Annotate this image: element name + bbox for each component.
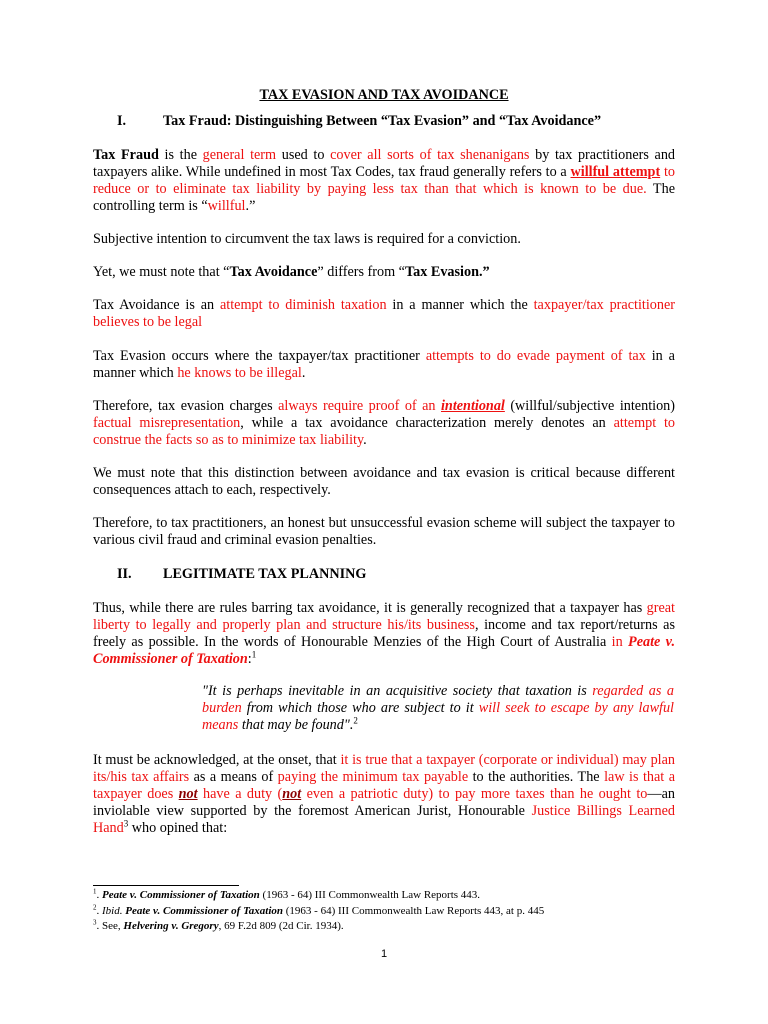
block-quote bbox=[202, 683, 674, 734]
footnote-number: 3 bbox=[93, 918, 97, 927]
paragraph-tax-avoidance bbox=[93, 297, 675, 331]
page-number: 1 bbox=[380, 948, 388, 960]
text-span: , while a tax avoidance characterization merely denotes an bbox=[240, 415, 614, 431]
highlight-span: attempt to construe the facts so as to minimize tax liability bbox=[93, 415, 676, 448]
highlight-span: intentional bbox=[440, 398, 505, 414]
section-heading-2 bbox=[117, 566, 366, 583]
text-span: See, bbox=[102, 920, 124, 932]
text-span: Yet, we must note that “ bbox=[93, 264, 230, 280]
highlight-span: taxpayer/tax practitioner believes to be legal bbox=[93, 297, 675, 330]
term-tax-evasion: Tax Evasion.” bbox=[404, 264, 490, 280]
footnote-2 bbox=[93, 905, 544, 918]
highlight-span: willful attempt bbox=[570, 164, 661, 180]
section-heading-text: Tax Fraud: Distinguishing Between “Tax Evasion” and “Tax Avoidance” bbox=[163, 113, 602, 129]
case-citation: Peate v. Commissioner of Taxation bbox=[102, 889, 260, 901]
highlight-span: to reduce or to eliminate tax liability by paying less tax than that which is known to be due. bbox=[93, 164, 675, 197]
paragraph-avoidance-differs bbox=[93, 264, 675, 281]
text-span: —an inviolable view supported by the foremost American Jurist, Honourable bbox=[93, 786, 675, 819]
case-citation: Peate v. Commissioner of Taxation bbox=[93, 634, 675, 667]
highlight-span: cover all sorts of tax shenanigans bbox=[330, 147, 530, 163]
text-span: . bbox=[96, 920, 102, 932]
text-span: It must be acknowledged, at the onset, that bbox=[93, 752, 341, 768]
text-span: Tax Avoidance is an bbox=[93, 297, 220, 313]
highlight-span: always require proof of an bbox=[278, 398, 441, 414]
highlight-span: it is true that a taxpayer (corporate or individual) may plan its/his tax affairs bbox=[93, 752, 675, 785]
text-span: : bbox=[247, 651, 252, 667]
text-span: Therefore, to tax practitioners, an honest but unsuccessful evasion scheme will subject the taxpayer to various civil fraud and criminal evasion penalties. bbox=[93, 515, 675, 548]
highlight-span: willful bbox=[207, 198, 246, 214]
highlight-span: have a duty ( bbox=[197, 786, 283, 802]
highlight-span: general term bbox=[202, 147, 277, 163]
text-span: who opined that: bbox=[128, 820, 228, 836]
footnote-3 bbox=[93, 920, 344, 933]
text-span: , income and tax report/returns as freely as possible. In the words of Honourable Menzies of the High Court of Australia bbox=[93, 617, 675, 650]
text-span: .” bbox=[245, 198, 256, 214]
highlight-span: factual misrepresentation bbox=[93, 415, 241, 431]
text-span: as a means of bbox=[189, 769, 278, 785]
text-span: (1963 - 64) III Commonwealth Law Reports 443. bbox=[259, 889, 481, 901]
highlight-span: paying the minimum tax payable bbox=[277, 769, 469, 785]
highlight-span: he knows to be illegal bbox=[177, 365, 302, 381]
paragraph-tax-fraud bbox=[93, 147, 675, 215]
term-tax-avoidance: Tax Avoidance bbox=[229, 264, 318, 280]
text-span: , 69 F.2d 809 (2d Cir. 1934). bbox=[218, 920, 344, 932]
emphasis-not: not bbox=[282, 786, 302, 802]
highlight-span: attempts to do evade payment of tax bbox=[425, 348, 646, 364]
text-span: . bbox=[96, 905, 102, 917]
text-span: Tax Evasion occurs where the taxpayer/tax practitioner bbox=[93, 348, 426, 364]
footnote-ref[interactable]: 3 bbox=[123, 818, 129, 829]
footnote-divider bbox=[93, 885, 239, 886]
text-span: Therefore, tax evasion charges bbox=[93, 398, 279, 414]
text-span: The controlling term is “ bbox=[93, 181, 675, 214]
text-span: ” differs from “ bbox=[317, 264, 405, 280]
section-heading-1 bbox=[117, 113, 601, 130]
paragraph-distinction bbox=[93, 465, 675, 499]
text-span: by tax practitioners and taxpayers alike. While undefined in most Tax Codes, tax fraud generally refers to a bbox=[93, 147, 676, 180]
text-span: . bbox=[363, 432, 367, 448]
highlight-span: great liberty to legally and properly plan and structure his/its business bbox=[93, 600, 675, 633]
text-span: in a manner which bbox=[93, 348, 675, 381]
text-span: Subjective intention to circumvent the tax laws is required for a conviction. bbox=[93, 231, 521, 247]
text-span: used to bbox=[276, 147, 331, 163]
highlight-span: in bbox=[611, 634, 629, 650]
footnote-ref[interactable]: 1 bbox=[251, 649, 257, 660]
text-span: Ibid. bbox=[102, 905, 123, 917]
text-span: is the bbox=[158, 147, 203, 163]
section-number: I. bbox=[117, 113, 127, 129]
paragraph-subjective-intention bbox=[93, 231, 675, 248]
footnote-ref[interactable]: 2 bbox=[353, 715, 358, 726]
highlight-span: attempt to diminish taxation bbox=[220, 297, 387, 313]
highlight-span: regarded as a burden bbox=[202, 683, 674, 716]
text-span: . bbox=[96, 889, 102, 901]
text-span: Thus, while there are rules barring tax avoidance, it is generally recognized that a taxpayer has bbox=[93, 600, 647, 616]
text-span: from which those who are subject to it bbox=[241, 700, 479, 716]
paragraph-evasion-charges bbox=[93, 398, 675, 449]
text-span: (1963 - 64) III Commonwealth Law Reports 443, at p. 445 bbox=[283, 905, 545, 917]
highlight-span: will seek to escape by any lawful means bbox=[202, 700, 675, 733]
section-number: II. bbox=[117, 566, 132, 582]
case-citation: Peate v. Commissioner of Taxation bbox=[122, 905, 284, 917]
paragraph-honest-scheme bbox=[93, 515, 675, 549]
highlight-span: Justice Billings Learned Hand bbox=[93, 803, 675, 836]
document-title: TAX EVASION AND TAX AVOIDANCE bbox=[259, 87, 509, 103]
text-span: that may be found". bbox=[238, 717, 354, 733]
paragraph-tax-planning bbox=[93, 600, 675, 668]
text-span: in a manner which the bbox=[386, 297, 534, 313]
text-span: "It is perhaps inevitable in an acquisitive society that taxation is bbox=[202, 683, 593, 699]
text-span: (willful/subjective intention) bbox=[504, 398, 675, 414]
text-span: . bbox=[301, 365, 306, 381]
highlight-span: even a patriotic duty) to pay more taxes than he ought to bbox=[301, 786, 648, 802]
footnote-number: 1 bbox=[93, 887, 97, 896]
paragraph-tax-evasion bbox=[93, 348, 675, 382]
emphasis-not: not bbox=[178, 786, 198, 802]
highlight-span: law is that a taxpayer does bbox=[93, 769, 675, 802]
case-citation: Helvering v. Gregory bbox=[123, 920, 219, 932]
footnote-number: 2 bbox=[93, 903, 97, 912]
text-span: to the authorities. The bbox=[468, 769, 605, 785]
section-heading-text: LEGITIMATE TAX PLANNING bbox=[163, 566, 367, 582]
paragraph-acknowledged bbox=[93, 752, 675, 837]
term-tax-fraud: Tax Fraud bbox=[93, 147, 159, 163]
text-span: We must note that this distinction between avoidance and tax evasion is critical because different consequences attach to each, respectively. bbox=[93, 465, 675, 498]
footnote-1 bbox=[93, 889, 480, 902]
